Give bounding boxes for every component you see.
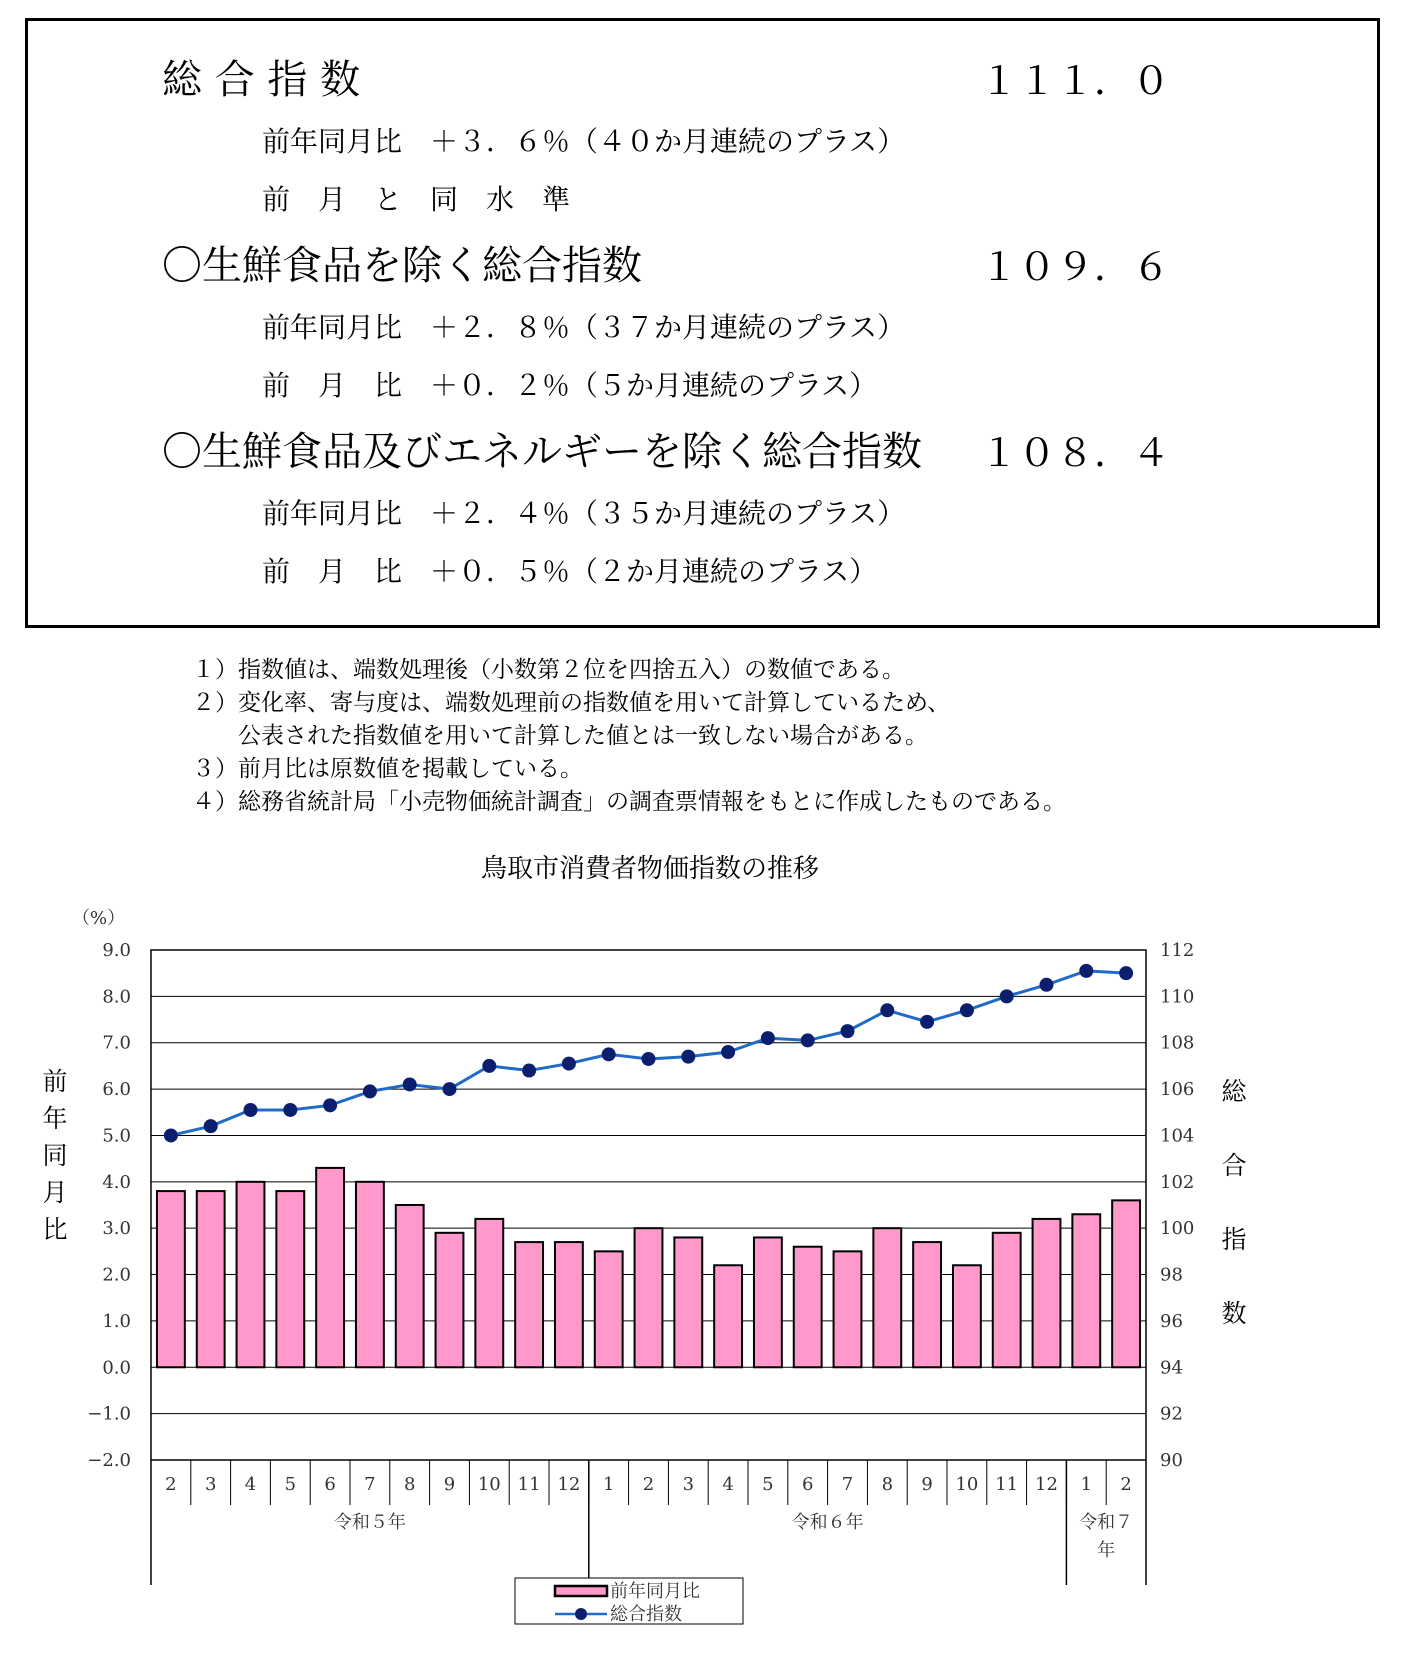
y-right-tick: 92 (1160, 1403, 1183, 1425)
y-right-label-char: 合 (1221, 1151, 1247, 1180)
bar-17 (834, 1251, 862, 1367)
index-point-9 (522, 1064, 536, 1078)
x-tick-17: 7 (841, 1474, 854, 1495)
y-right-tick: 106 (1160, 1079, 1195, 1101)
bar-8 (475, 1219, 503, 1367)
y-left-tick: 9.0 (102, 940, 131, 961)
year-label: 令和７ (1079, 1512, 1134, 1533)
x-tick-16: 6 (801, 1474, 814, 1495)
index-point-24 (1119, 966, 1133, 980)
legend-line-label: 総合指数 (610, 1604, 682, 1625)
y-left-label-char: 前 (42, 1067, 68, 1096)
y-left-tick: −2.0 (87, 1450, 131, 1471)
y-right-tick: 104 (1160, 1125, 1195, 1147)
x-tick-15: 5 (762, 1474, 774, 1495)
legend-bar-swatch (555, 1586, 607, 1596)
bar-13 (674, 1237, 702, 1367)
y-right-label-char: 総 (1221, 1077, 1247, 1106)
core-core-mom: 前 月 比 ＋０．５％（２か月連続のプラス） (262, 555, 878, 588)
bar-22 (1033, 1219, 1061, 1367)
core-mom: 前 月 比 ＋０．２％（５か月連続のプラス） (262, 369, 878, 402)
index-point-14 (721, 1045, 735, 1059)
x-tick-20: 10 (955, 1474, 979, 1495)
core-core-label: 〇生鮮食品及びエネルギーを除く総合指数 (162, 429, 922, 475)
y-right-tick: 98 (1160, 1264, 1183, 1286)
index-point-19 (920, 1015, 934, 1029)
index-point-10 (562, 1057, 576, 1071)
core-core-yoy: 前年同月比 ＋２．４％（３５か月連続のプラス） (262, 497, 906, 530)
y-right-tick: 100 (1160, 1218, 1195, 1240)
index-point-8 (482, 1059, 496, 1073)
headline-value: １１１．０ (980, 59, 1171, 103)
x-tick-11: 1 (602, 1474, 615, 1495)
x-tick-3: 5 (284, 1474, 297, 1495)
bar-2 (237, 1182, 265, 1367)
bar-16 (794, 1247, 822, 1368)
y-left-tick: 3.0 (102, 1218, 131, 1240)
x-tick-0: 2 (165, 1474, 177, 1495)
index-point-20 (960, 1003, 974, 1017)
headline-mom: 前 月 と 同 水 準 (262, 183, 571, 216)
y-right-tick: 108 (1160, 1032, 1195, 1054)
y-left-unit: （%） (72, 908, 126, 929)
x-tick-12: 2 (642, 1474, 655, 1495)
bar-19 (913, 1242, 941, 1367)
bar-12 (635, 1228, 663, 1367)
x-tick-8: 10 (477, 1474, 501, 1495)
x-tick-5: 7 (364, 1474, 376, 1495)
index-point-11 (602, 1047, 616, 1061)
bar-7 (436, 1233, 464, 1367)
x-tick-2: 4 (244, 1474, 257, 1495)
chart-title: 鳥取市消費者物価指数の推移 (480, 854, 819, 884)
x-tick-6: 8 (403, 1474, 416, 1495)
bar-21 (993, 1233, 1021, 1367)
bar-15 (754, 1237, 782, 1367)
x-tick-23: 1 (1080, 1474, 1093, 1495)
x-tick-18: 8 (881, 1474, 894, 1495)
bar-23 (1072, 1214, 1100, 1367)
index-point-15 (761, 1031, 775, 1045)
note-2: ２）変化率、寄与度は、端数処理前の指数値を用いて計算しているため、 (192, 690, 951, 716)
year-label: 令和５年 (333, 1512, 406, 1533)
bar-10 (555, 1242, 583, 1367)
y-left-tick: 8.0 (102, 986, 131, 1008)
y-left-tick: 4.0 (102, 1171, 131, 1193)
core-yoy: 前年同月比 ＋２．８％（３７か月連続のプラス） (262, 311, 906, 344)
x-tick-10: 12 (557, 1474, 581, 1495)
y-left-label-char: 同 (42, 1141, 68, 1170)
core-label: 〇生鮮食品を除く総合指数 (162, 243, 642, 289)
index-point-6 (403, 1077, 417, 1091)
y-right-tick: 94 (1160, 1357, 1183, 1379)
y-left-tick: 5.0 (102, 1125, 131, 1147)
core-value: １０９．６ (980, 245, 1171, 289)
x-tick-24: 2 (1120, 1474, 1132, 1495)
y-right-label-char: 指 (1221, 1225, 1247, 1254)
index-point-5 (363, 1084, 377, 1098)
y-right-tick: 110 (1160, 986, 1195, 1008)
note-3: 公表された指数値を用いて計算した値とは一致しない場合がある。 (192, 723, 928, 749)
index-point-18 (880, 1003, 894, 1017)
y-left-tick: 7.0 (102, 1032, 131, 1054)
legend-line-marker (575, 1608, 587, 1620)
x-tick-22: 12 (1035, 1474, 1058, 1495)
index-point-12 (642, 1052, 656, 1066)
core-core-value: １０８．４ (980, 431, 1171, 475)
index-point-7 (443, 1082, 457, 1096)
bar-11 (595, 1251, 623, 1367)
y-left-label-char: 比 (42, 1215, 68, 1244)
note-5: ４）総務省統計局「小売物価統計調査」の調査票情報をもとに作成したものである。 (192, 789, 1066, 815)
index-point-3 (283, 1103, 297, 1117)
y-right-tick: 90 (1160, 1450, 1183, 1471)
y-left-tick: 2.0 (102, 1264, 131, 1286)
year-label-tail: 年 (1097, 1540, 1116, 1561)
year-label: 令和６年 (791, 1512, 864, 1533)
headline-label: 総 合 指 数 (162, 57, 361, 103)
index-point-17 (841, 1024, 855, 1038)
x-tick-14: 4 (722, 1474, 734, 1495)
y-left-tick: 0.0 (102, 1357, 131, 1379)
index-point-4 (323, 1098, 337, 1112)
index-point-0 (164, 1128, 178, 1142)
legend-bar-label: 前年同月比 (610, 1581, 700, 1602)
index-point-2 (244, 1103, 258, 1117)
bar-6 (396, 1205, 424, 1367)
headline-yoy: 前年同月比 ＋３．６％（４０か月連続のプラス） (262, 125, 906, 158)
bar-20 (953, 1265, 981, 1367)
x-tick-7: 9 (443, 1474, 456, 1495)
y-left-tick: −1.0 (87, 1403, 131, 1425)
index-point-21 (1000, 989, 1014, 1003)
index-point-23 (1079, 964, 1093, 978)
bar-18 (873, 1228, 901, 1367)
y-left-label-char: 月 (42, 1178, 68, 1207)
index-point-1 (204, 1119, 218, 1133)
note-4: ３）前月比は原数値を掲載している。 (192, 756, 583, 782)
bar-5 (356, 1182, 384, 1367)
bar-9 (515, 1242, 543, 1367)
y-right-label-char: 数 (1221, 1299, 1247, 1328)
x-tick-9: 11 (517, 1474, 541, 1495)
y-right-tick: 112 (1160, 940, 1195, 961)
bar-1 (197, 1191, 225, 1367)
y-right-tick: 102 (1160, 1171, 1195, 1193)
y-left-label-char: 年 (42, 1104, 68, 1133)
bar-3 (276, 1191, 304, 1367)
y-left-tick: 6.0 (102, 1079, 131, 1101)
note-1: １）指数値は、端数処理後（小数第２位を四捨五入）の数値である。 (192, 657, 905, 683)
bar-14 (714, 1265, 742, 1367)
index-point-22 (1040, 978, 1054, 992)
bar-4 (316, 1168, 344, 1367)
y-right-tick: 96 (1160, 1310, 1183, 1332)
index-point-16 (801, 1033, 815, 1047)
x-tick-21: 11 (995, 1474, 1019, 1495)
bar-24 (1112, 1200, 1140, 1367)
y-left-tick: 1.0 (102, 1310, 131, 1332)
x-tick-19: 9 (921, 1474, 933, 1495)
x-tick-1: 3 (204, 1474, 217, 1495)
index-point-13 (681, 1050, 695, 1064)
x-tick-4: 6 (324, 1474, 336, 1495)
bar-0 (157, 1191, 185, 1367)
x-tick-13: 3 (682, 1474, 695, 1495)
